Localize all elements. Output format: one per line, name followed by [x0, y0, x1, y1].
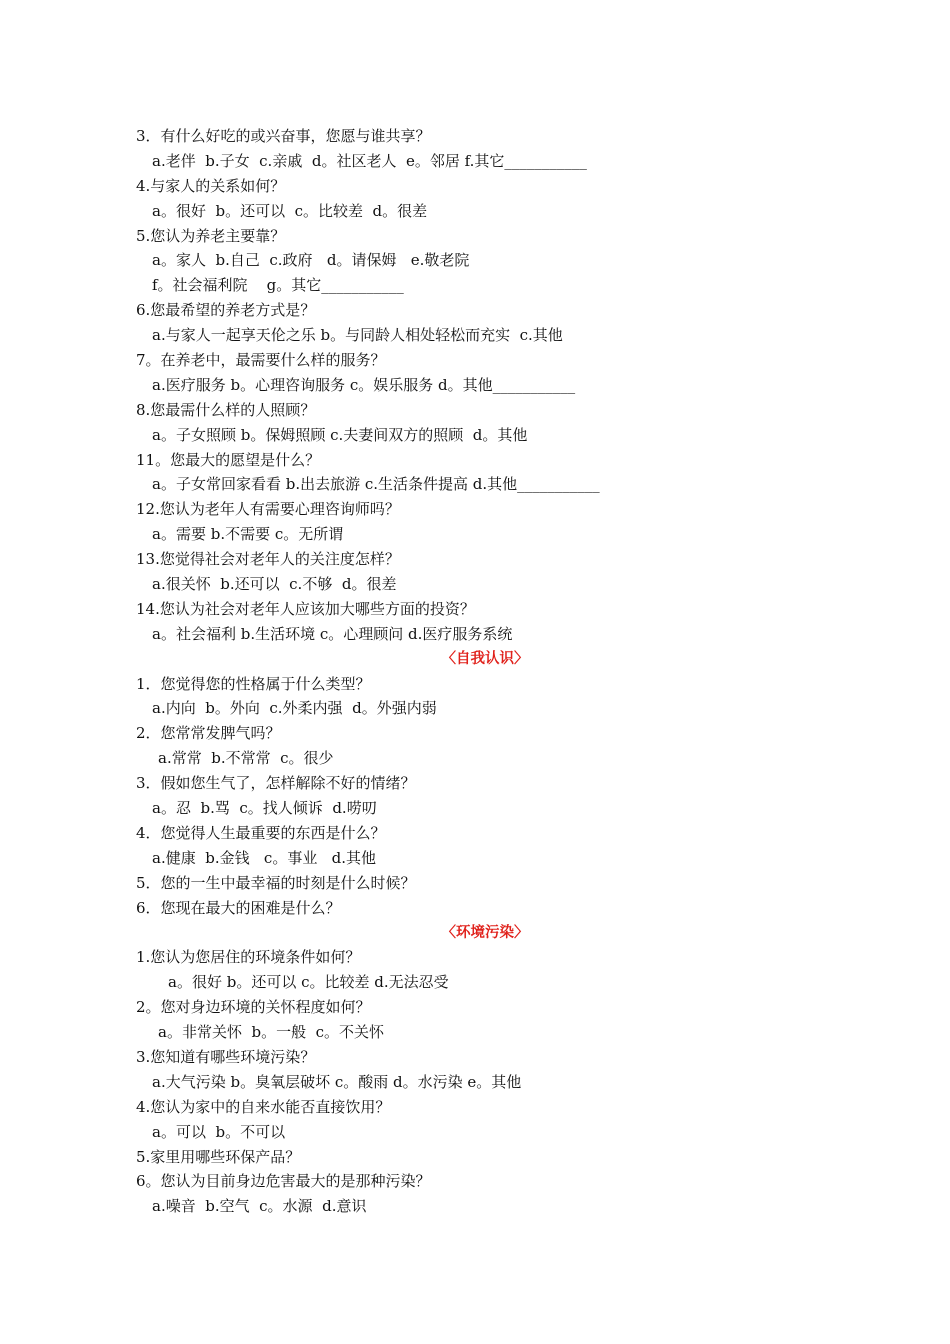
options-line: a。需要 b.不需要 c。无所谓	[152, 525, 344, 544]
question-line: 3．假如您生气了，怎样解除不好的情绪？	[136, 774, 416, 793]
question-line: 1．您觉得您的性格属于什么类型？	[136, 674, 371, 693]
options-line: f。社会福利院 g。其它___________	[152, 276, 404, 295]
question-line: 6。您认为目前身边危害最大的是那种污染？	[136, 1172, 431, 1191]
question-line: 6．您现在最大的困难是什么？	[136, 898, 341, 917]
question-line: 5．您的一生中最幸福的时刻是什么时候？	[136, 873, 416, 892]
question-line: 6.您最希望的养老方式是？	[136, 301, 316, 320]
question-line: 2．您常常发脾气吗？	[136, 724, 281, 743]
question-line: 4.与家人的关系如何？	[136, 176, 286, 195]
options-line: a。家人 b.自己 c.政府 d。请保姆 e.敬老院	[152, 251, 470, 270]
options-line: a.大气污染 b。臭氧层破坏 c。酸雨 d。水污染 e。其他	[152, 1072, 522, 1091]
question-line: 4.您认为家中的自来水能否直接饮用？	[136, 1097, 391, 1116]
question-line: 4．您觉得人生最重要的东西是什么？	[136, 823, 386, 842]
options-line: a.健康 b.金钱 c。事业 d.其他	[152, 848, 376, 867]
options-line: a。很好 b。还可以 c。比较差 d.无法忍受	[168, 973, 449, 992]
options-line: a.常常 b.不常常 c。很少	[158, 749, 334, 768]
options-line: a。子女常回家看看 b.出去旅游 c.生活条件提高 d.其他___________	[152, 475, 600, 494]
question-line: 13.您觉得社会对老年人的关注度怎样？	[136, 550, 400, 569]
options-line: a。非常关怀 b。一般 c。不关怀	[158, 1023, 385, 1042]
questionnaire-document	[136, 124, 826, 1219]
question-line: 1.您认为您居住的环境条件如何？	[136, 948, 361, 967]
question-line: 5.家里用哪些环保产品？	[136, 1147, 301, 1166]
options-line: a。忍 b.骂 c。找人倾诉 d.唠叨	[152, 799, 377, 818]
question-line: 8.您最需什么样的人照顾？	[136, 400, 316, 419]
options-line: a.老伴 b.子女 c.亲戚 d。社区老人 e。邻居 f.其它___________	[152, 151, 587, 170]
options-line: a.医疗服务 b。心理咨询服务 c。娱乐服务 d。其他___________	[152, 375, 576, 394]
question-line: 12.您认为老年人有需要心理咨询师吗？	[136, 500, 400, 519]
options-line: a.内向 b。外向 c.外柔内强 d。外强内弱	[152, 699, 437, 718]
options-line: a.噪音 b.空气 c。水源 d.意识	[152, 1197, 367, 1216]
question-line: 7。在养老中，最需要什么样的服务？	[136, 351, 386, 370]
options-line: a。可以 b。不可以	[152, 1122, 286, 1141]
question-line: 5.您认为养老主要靠？	[136, 226, 286, 245]
options-line: a。很好 b。还可以 c。比较差 d。很差	[152, 201, 428, 220]
question-line: 3．有什么好吃的或兴奋事，您愿与谁共享？	[136, 127, 431, 145]
question-line: 11。您最大的愿望是什么？	[136, 450, 321, 469]
section-heading: 〈环境污染〉	[441, 924, 529, 941]
question-line: 3.您知道有哪些环境污染？	[136, 1047, 316, 1066]
options-line: a。子女照顾 b。保姆照顾 c.夫妻间双方的照顾 d。其他	[152, 425, 528, 444]
question-line: 14.您认为社会对老年人应该加大哪些方面的投资？	[136, 599, 475, 618]
options-line: a.很关怀 b.还可以 c.不够 d。很差	[152, 575, 397, 594]
section-heading: 〈自我认识〉	[441, 650, 529, 667]
options-line: a。社会福利 b.生活环境 c。心理顾问 d.医疗服务系统	[152, 624, 513, 643]
options-line: a.与家人一起享天伦之乐 b。与同龄人相处轻松而充实 c.其他	[152, 326, 563, 345]
question-line: 2。您对身边环境的关怀程度如何？	[136, 998, 371, 1017]
